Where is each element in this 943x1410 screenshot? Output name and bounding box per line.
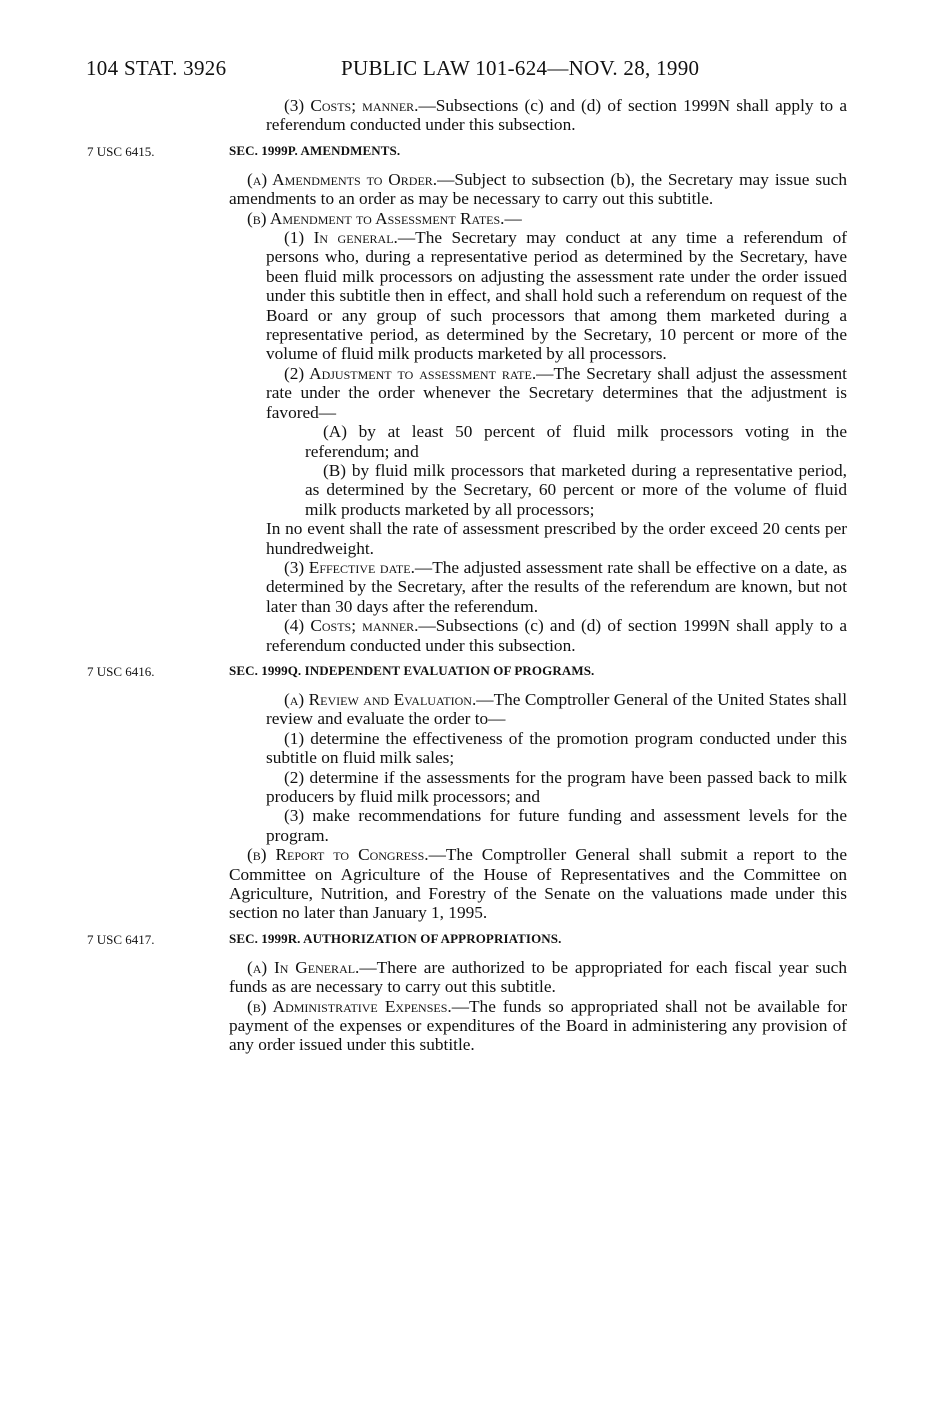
- paragraph-a2: (2) determine if the assessments for the program have been passed back to milk producers by fluid milk processors; and: [266, 767, 847, 806]
- paragraph-text: —The Comptroller General shall submit a report to the Committee on Agriculture of the House of Representatives and the Committee on Agriculture, Nutrition, and Forestry of the Senate on the valuations made under this section no later than January 1, 1995.: [229, 845, 847, 923]
- paragraph-text: —There are authorized to be appropriated for each fiscal year such funds as are necessary to carry out this subtitle.: [229, 957, 847, 997]
- paragraph-label: (4) Costs; manner.: [284, 616, 419, 636]
- paragraph-text: —The adjusted assessment rate shall be effective on a date, as determined by the Secretary, after the results of the referendum are known, but not later than 30 days after the referendum.: [266, 557, 847, 616]
- paragraph-text: —Subsections (c) and (d) of section 1999N shall apply to a referendum conducted under this subsection.: [266, 616, 847, 655]
- document-body: [0, 96, 943, 1055]
- subsection-b: [229, 997, 847, 1055]
- section-heading: SEC. 1999R. AUTHORIZATION OF APPROPRIATIONS.: [229, 930, 562, 946]
- usc-margin-note: 7 USC 6415.: [87, 143, 155, 159]
- subsection-a: [229, 958, 847, 997]
- paragraph-label: (a) Review and Evaluation.: [284, 689, 477, 709]
- usc-margin-note: 7 USC 6417.: [87, 931, 155, 947]
- stat-page-number: 104 STAT. 3926: [86, 56, 227, 80]
- paragraph-text: —The Secretary shall adjust the assessment rate under the order whenever the Secretary determines that the adjustment is favored—: [266, 363, 847, 422]
- section-heading: SEC. 1999P. AMENDMENTS.: [229, 142, 401, 158]
- paragraph-a1: (1) determine the effectiveness of the promotion program conducted under this subtitle on fluid milk sales;: [266, 728, 847, 768]
- page-title: PUBLIC LAW 101-624—NOV. 28, 1990: [341, 56, 700, 80]
- subsection-a: [229, 170, 847, 209]
- paragraph-label: (a) Amendments to Order.: [247, 169, 438, 189]
- usc-margin-note: 7 USC 6416.: [87, 663, 155, 679]
- section-1999r: [87, 930, 847, 947]
- paragraph-label: (b) Administrative Expenses.: [247, 996, 452, 1016]
- paragraph-b4: [266, 616, 847, 655]
- section-1999p: [87, 142, 847, 159]
- subsection-b: [229, 209, 847, 228]
- paragraph-label: (3) Costs; manner.: [284, 96, 419, 115]
- subsection-a: [266, 690, 847, 729]
- paragraph-text: —The Comptroller General of the United States shall review and evaluate the order to—: [266, 689, 848, 729]
- paragraph-a3: (3) make recommendations for future funding and assessment levels for the program.: [266, 806, 847, 845]
- paragraph-label: (b) Report to Congress.: [247, 845, 429, 865]
- paragraph-text: —The funds so appropriated shall not be available for payment of the expenses or expenditures of the Board in administering any provision of any order issued under this subtitle.: [229, 996, 847, 1055]
- paragraph-text: —Subject to subsection (b), the Secretary may issue such amendments to an order as may be necessary to carry out this subtitle.: [229, 169, 847, 209]
- paragraph-label: (a) In General.: [247, 957, 360, 977]
- paragraph-text: —Subsections (c) and (d) of section 1999N shall apply to a referendum conducted under this subsection.: [266, 96, 847, 135]
- paragraph-label: (2) Adjustment to assessment rate.: [284, 363, 537, 383]
- paragraph-label: (b) Amendment to Assessment Rates.: [247, 208, 505, 228]
- paragraph-b2: [266, 364, 847, 422]
- paragraph-b2-tail: In no event shall the rate of assessment prescribed by the order exceed 20 cents per hundredweight.: [266, 519, 847, 558]
- subparagraph-b2b: (B) by fluid milk processors that marketed during a representative period, as determined by the Secretary, 60 percent or more of the volume of fluid milk products marketed by all processors;: [305, 460, 847, 519]
- section-1999q: [87, 662, 847, 679]
- section-heading: SEC. 1999Q. INDEPENDENT EVALUATION OF PROGRAMS.: [229, 662, 595, 678]
- text-column: [87, 96, 848, 1055]
- paragraph-label: (1) In general.: [284, 228, 398, 248]
- paragraph-text: —: [504, 208, 522, 228]
- paragraph-b1: [266, 228, 847, 364]
- paragraph-label: (3) Effective date.: [284, 557, 415, 577]
- subparagraph-b2a: (A) by at least 50 percent of fluid milk processors voting in the referendum; and: [305, 422, 847, 461]
- paragraph-text: —The Secretary may conduct at any time a referendum of persons who, during a representative period as determined by the Secretary, have been fluid milk processors on adjusting the assessment rate under the order issued under this subtitle then in effect, and shall hold such a referendum on request of the Board or any group of such processors that among them marketed during a representative period, as determined by the Secretary, 10 percent or more of the volume of fluid milk products marketed by all processors.: [266, 228, 847, 364]
- costs-manner-paragraph: [266, 96, 847, 135]
- paragraph-b3: [266, 558, 847, 616]
- subsection-b: [229, 845, 847, 923]
